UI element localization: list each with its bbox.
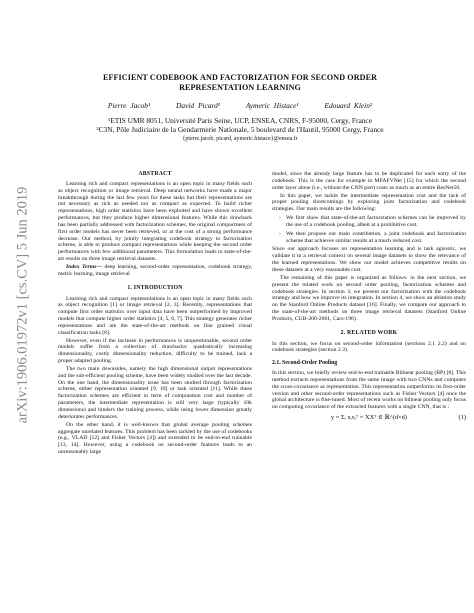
intro-paragraph-2: However, even if the increase in performances is unquestionable, second order models suffer from a collection of drawbacks: quadratically increasing dimensionality, costly dimensionality reduction, difficulty to be trained, lack a proper adapted pooling.	[58, 337, 252, 365]
right-column	[272, 171, 466, 427]
contribution-item-2: - We then propose our main contribution, a joint codebook and factorization scheme that achieves similar results at a much reduced cost.	[286, 231, 466, 245]
author-emails: {pierre.jacob, picard, aymeric.histace}@ensea.fr	[182, 136, 298, 143]
organization-paragraph: The remaining of this paper is organized as follows: in the next section, we present the related work on second order pooling, factorization schemes and codebook strategies. In section 3, we present our factorization with the codebook strategy and how we improve its integration. In section 4, we show an ablation study on the Stanford Online Products dataset [16]. Finally, we compare our approach to the state-of-the-art methods on three image retrieval datasets (Stanford Online Products, CUB-200-2001, Cars-196).	[272, 274, 466, 322]
author-4: Edouard Klein²	[324, 101, 373, 111]
intro-paragraph-4: On the other hand, it is well-known that global average pooling schemes aggregate unrelated features. This problem has been tackled by the use of codebooks (e.g., VLAD [12] and Fisher Vectors [4]) and extended to be end-to-end trainable [13, 14]. However, using a codebook on second-order features leads to an unreasonably large	[58, 421, 252, 456]
paper-title	[40, 73, 440, 92]
index-terms-text: deep learning, second-order representation, codebook strategy, metric learning, image retrieval	[58, 263, 252, 277]
author-2: David Picard¹	[176, 101, 221, 111]
arxiv-id: arXiv:1906.01972v1 [cs.CV] 5 Jun 2019	[14, 186, 31, 424]
index-terms-label: Index Terms—	[66, 263, 103, 270]
contribution-list	[272, 215, 466, 244]
left-column	[58, 171, 252, 457]
author-1: Pierre Jacob¹	[107, 101, 151, 111]
introduction-heading: 1. INTRODUCTION	[127, 284, 183, 291]
contribution-item-1: - We first show that state-of-the-art factorization schemes can be improved by the use of a codebook pooling, albeit at a prohibitive cost.	[286, 215, 466, 229]
intro-continued-paragraph: model, since the already large feature has to be duplicated for each entry of the codebook. This is the case for example in MFAFVNet [15] for which the second order layer alone (i.e., without the CNN part) costs as much as an entire ResNet50.	[272, 171, 466, 191]
index-terms	[58, 264, 252, 278]
paper-header	[40, 73, 440, 144]
equation-1	[272, 415, 466, 427]
second-order-pooling-paragraph: In this section, we briefly review end-to-end trainable Bilinear pooling (BP) [8]. This method extracts representations from the same image with two CNNs and computes the cross-covariance as representation. This representation outperforms its first-order version and other second-order representations such as Fisher Vectors [4] once the global architecture is fine-tuned. Most of recent works on bilinear pooling only focus on computing covariance of the extracted features with a single CNN, that is :	[272, 370, 466, 411]
equation-body: y = Σᵢ xᵢxᵢᵀ = XXᵀ ∈ ℝ^(d×d)	[331, 414, 407, 422]
approach-paragraph: Since our approach focuses on representation learning and is task agnostic, we validate it in a retrieval context on several image datasets to show the relevance of the learned representations. We show our model achieves competitive results on these datasets at a very reasonable cost.	[272, 246, 466, 273]
author-3: Aymeric Histace¹	[245, 101, 299, 111]
second-order-pooling-heading: 2.1. Second-Order Pooling	[272, 360, 338, 367]
author-list	[40, 101, 440, 110]
equation-number: (1)	[458, 414, 466, 422]
paper-title-line-1: EFFICIENT CODEBOOK AND FACTORIZATION FOR SECOND ORDER	[102, 73, 378, 82]
abstract-heading: ABSTRACT	[138, 171, 172, 177]
affiliation-2: ²C3N, Pôle Judiciaire de la Gendarmerie Nationale, 5 boulevard de l'Hautil, 95000 Cergy, France	[96, 125, 384, 135]
contribution-paragraph: In this paper, we tackle the intermediate representation cost and the lack of proper pooling shortcomings by exploring joint factorization and codebook strategies. Our main results are the following:	[272, 192, 466, 213]
affiliation-1: ¹ETIS UMR 8051, Université Paris Seine, UCP, ENSEA, CNRS, F-95000, Cergy, France	[108, 116, 372, 126]
affiliations	[40, 116, 440, 144]
abstract-text: Learning rich and compact representations is an open topic in many fields such as object recognition or image retrieval. Deep neural networks have made a major breakthrough during the last few years for these tasks but their representations are not necessary as rich as needed nor as compact as expected. To build richer representations, high order statistics have been exploited and have shown excellent performances, but they produce higher dimensional features. While this drawback has been partially addressed with factorization schemes, the original compactness of first order models has never been retrieved, or at the cost of a strong performance decrease. Our method, by jointly integrating codebook strategy to factorization scheme, is able to produce compact representations while keeping the second order performances with few additional parameters. This formulation leads to state-of-the-art results on three image retrieval datasets.	[58, 180, 252, 263]
related-work-heading: 2. RELATED WORK	[340, 329, 398, 336]
paper-title-line-2: REPRESENTATION LEARNING	[179, 82, 301, 92]
related-work-paragraph: In this section, we focus on second-order information (sections 2.1 2.2) and on codebook strategies (section 2.3).	[272, 340, 466, 354]
arxiv-sidebar-stamp	[13, 150, 33, 460]
intro-paragraph-1: Learning rich and compact representations is an open topic in many fields such as object recognition [1] or image retrieval [2, 3]. Recently, representations that compute first order statistics over input data have been outperformed by improved models that compute higher order statistics [4, 5, 6, 7]. This strategy generates richer representations and are the state-of-the-art methods on fine grained visual classification tasks [8].	[58, 295, 252, 336]
intro-paragraph-3: The two main downsides, namely the high dimensional output representations and the sub-efficient pooling scheme, have been widely studied over the last decade. On the one hand, the dimensionality issue has been studied through factorization scheme, either representation oriented [9, 10] or task oriented [11]. While these factorization schemes are efficient in term of computation cost and number of parameters, the intermediate representation is still very large (typically 10k dimensions) and hinders the training process, while using lower dimension greatly deteriorates performances.	[58, 365, 252, 420]
